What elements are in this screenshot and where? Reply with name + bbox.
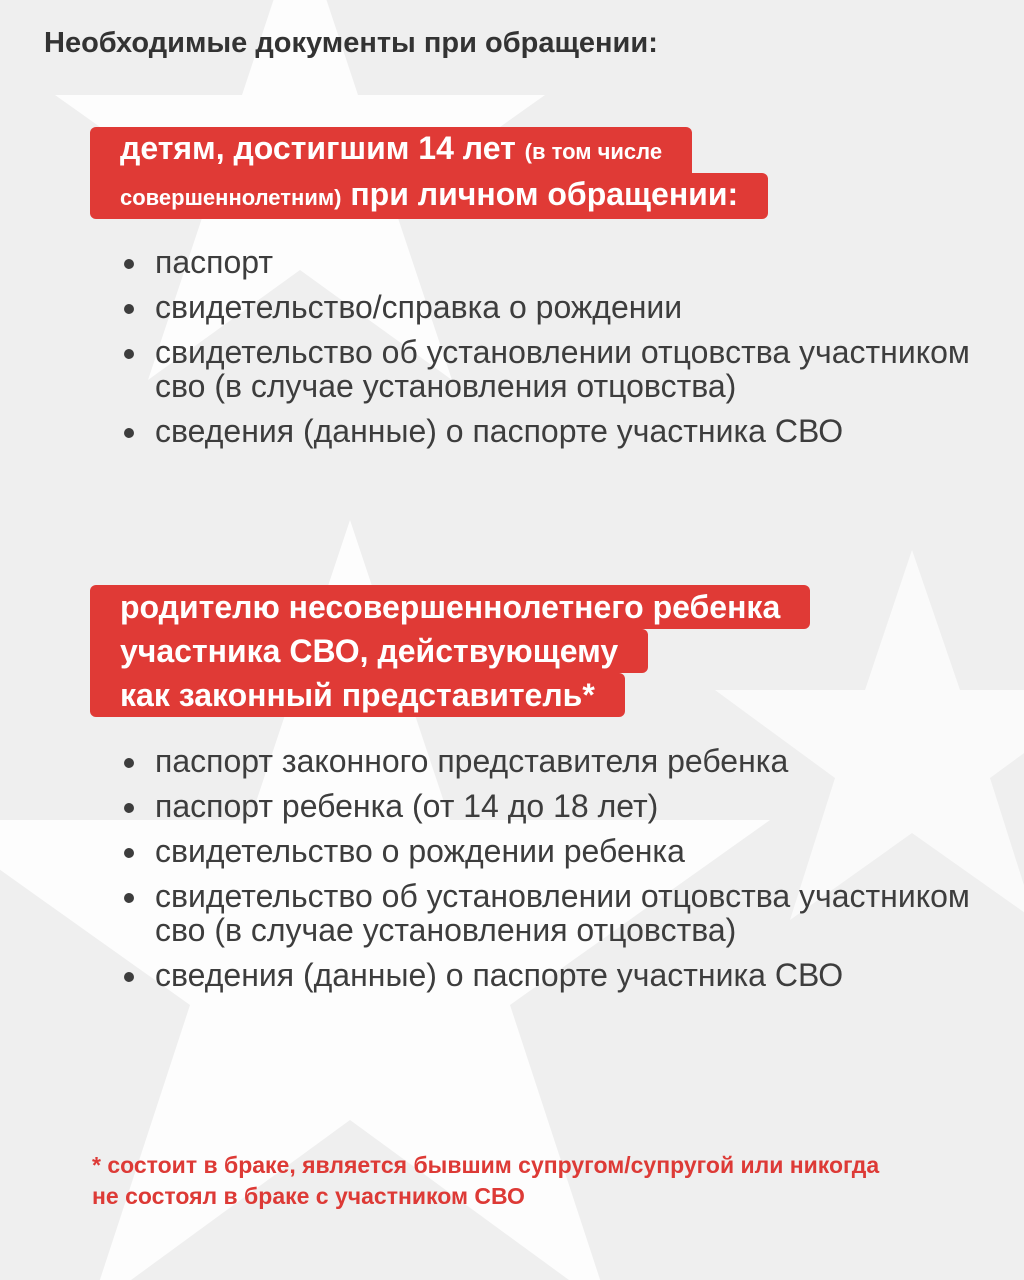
section2-heading-line3: как законный представитель* [90, 673, 625, 717]
section1-heading-line2: совершеннолетним) при личном обращении: [90, 173, 768, 219]
section2-heading-line1: родителю несовершеннолетнего ребенка [90, 585, 810, 629]
list-item: паспорт [120, 245, 980, 279]
page-title: Необходимые документы при обращении: [44, 27, 658, 59]
footnote: * состоит в браке, является бывшим супругом/супругой или никогда не состоял в браке с участником СВО [92, 1152, 880, 1209]
list-item: паспорт законного представителя ребенка [120, 744, 980, 778]
list-item: свидетельство о рождении ребенка [120, 834, 980, 868]
section2-heading-line2: участника СВО, действующему [90, 629, 648, 673]
list-item: свидетельство/справка о рождении [120, 290, 980, 324]
list-item: сведения (данные) о паспорте участника СВО [120, 414, 980, 448]
section1-heading-line1: детям, достигшим 14 лет (в том числе [90, 127, 692, 173]
section1-documents-list [120, 245, 980, 459]
list-item: свидетельство об установлении отцовства участником сво (в случае установления отцовства) [120, 879, 980, 947]
section2-documents-list [120, 744, 980, 1003]
list-item: сведения (данные) о паспорте участника СВО [120, 958, 980, 992]
list-item: свидетельство об установлении отцовства участником сво (в случае установления отцовства) [120, 335, 980, 403]
list-item: паспорт ребенка (от 14 до 18 лет) [120, 789, 980, 823]
section2-heading [90, 585, 810, 717]
section1-heading [90, 127, 768, 219]
